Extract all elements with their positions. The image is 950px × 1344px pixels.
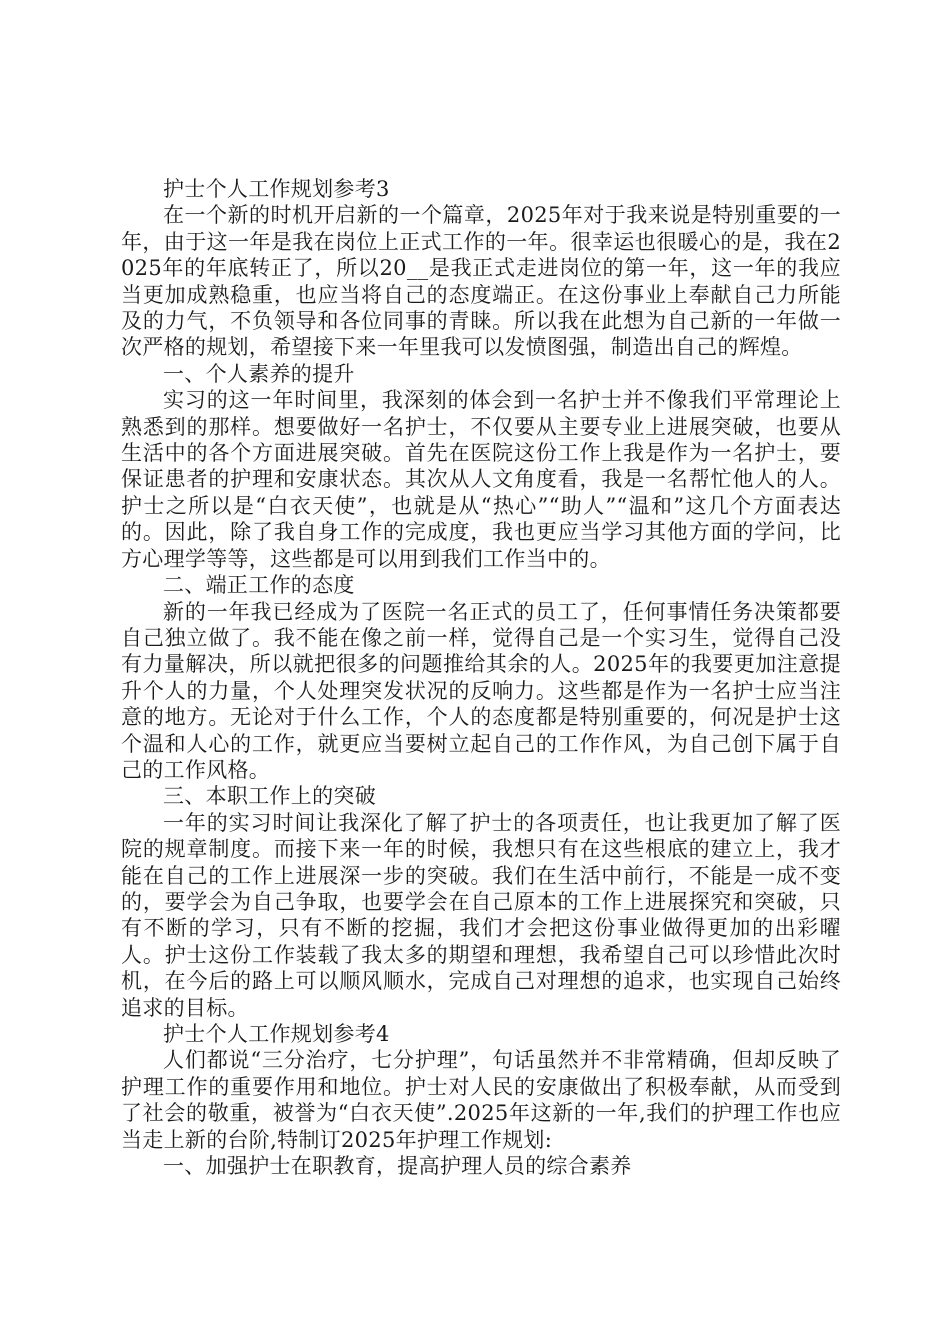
subsection-heading-2: 二、端正工作的态度 xyxy=(163,573,355,598)
body-paragraph: 新的一年我已经成为了医院一名正式的员工了，任何事情任务决策都要自己独立做了。我不能在像之前一样，觉得自己是一个实习生，觉得自己没有力量解决，所以就把很多的问题推给其余的人。2025年的我要更加注意提升个人的力量，个人处理突发状况的反响力。这些都是作为一名护士应当注意的地方。无论对于什么工作，个人的态度都是特别重要的，何况是护士这个温和人心的工作，就更应当要树立起自己的工作作风，为自己创下属于自己的工作风格。 xyxy=(121,599,841,782)
body-paragraph: 实习的这一年时间里，我深刻的体会到一名护士并不像我们平常理论上熟悉到的那样。想要做好一名护士，不仅要从主要专业上进展突破，也要从生活中的各个方面进展突破。首先在医院这份工作上我是作为一名护士，要保证患者的护理和安康状态。其次从人文角度看，我是一名帮忙他人的人。护士之所以是“白衣天使”，也就是从“热心”“助人”“温和”这几个方面表达的。因此，除了我自身工作的完成度，我也更应当学习其他方面的学问，比方心理学等等，这些都是可以用到我们工作当中的。 xyxy=(121,388,841,571)
body-paragraph: 人们都说“三分治疗，七分护理”，句话虽然并不非常精确，但却反映了护理工作的重要作用和地位。护士对人民的安康做出了积极奉献，从而受到了社会的敬重，被誉为“白衣天使”.2025年这新的一年,我们的护理工作也应当走上新的台阶,特制订2025年护理工作规划: xyxy=(121,1048,841,1152)
subsection-heading-4-1: 一、加强护士在职教育，提高护理人员的综合素养 xyxy=(163,1154,632,1179)
section-title-4: 护士个人工作规划参考4 xyxy=(163,1022,390,1046)
body-paragraph: 在一个新的时机开启新的一个篇章，2025年对于我来说是特别重要的一年，由于这一年是我在岗位上正式工作的一年。很幸运也很暖心的是，我在2025年的年底转正了，所以20__是我正式走进岗位的第一年，这一年的我应当更加成熟稳重，也应当将自己的态度端正。在这份事业上奉献自己力所能及的力气，不负领导和各位同事的青睐。所以我在此想为自己新的一年做一次严格的规划，希望接下来一年里我可以发愤图强，制造出自己的辉煌。 xyxy=(121,203,841,360)
section-title-3: 护士个人工作规划参考3 xyxy=(163,177,390,201)
body-paragraph: 一年的实习时间让我深化了解了护士的各项责任，也让我更加了解了医院的规章制度。而接下来一年的时候，我想只有在这些根底的建立上，我才能在自己的工作上进展深一步的突破。我们在生活中前行，不能是一成不变的，要学会为自己争取，也要学会在自己原本的工作上进展探究和突破，只有不断的学习，只有不断的挖掘，我们才会把这份事业做得更加的出彩曜人。护士这份工作装载了我太多的期望和理想，我希望自己可以珍惜此次时机，在今后的路上可以顺风顺水，完成自己对理想的追求，也实现自己始终追求的目标。 xyxy=(121,810,841,1020)
subsection-heading-3: 三、本职工作上的突破 xyxy=(163,784,376,809)
subsection-heading-1: 一、个人素养的提升 xyxy=(163,361,355,386)
document-body xyxy=(121,176,841,1179)
